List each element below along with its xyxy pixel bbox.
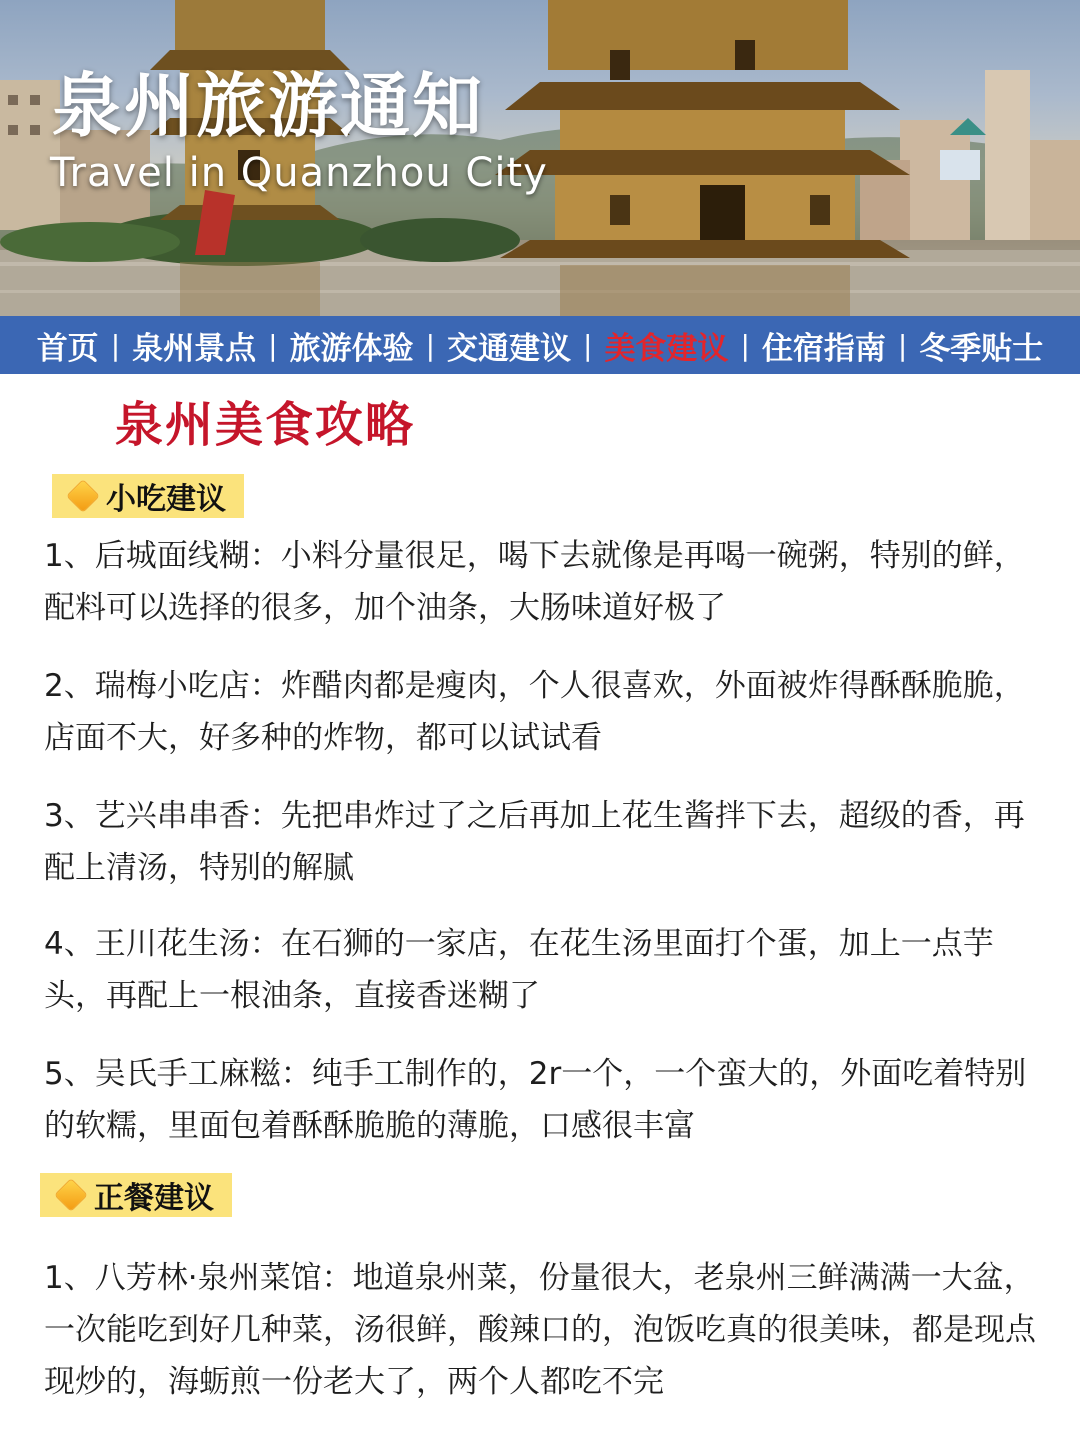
list-item: 3、艺兴串串香：先把串炸过了之后再加上花生酱拌下去，超级的香，再配上清汤，特别的解腻 bbox=[44, 798, 1025, 886]
nav-separator: | bbox=[740, 328, 750, 362]
orange-diamond-icon bbox=[67, 480, 98, 511]
nav-separator: | bbox=[110, 328, 121, 362]
list-item: 4、王川花生汤：在石狮的一家店，在花生汤里面打个蛋，加上一点芋头，再配上一根油条，直接香迷糊了 bbox=[44, 926, 994, 1014]
hero-title: 泉州旅游通知 bbox=[52, 65, 484, 147]
nav-separator: | bbox=[425, 328, 435, 362]
section-label: 小吃建议 bbox=[106, 482, 226, 517]
list-item: 1、八芳林·泉州菜馆：地道泉州菜，份量很大，老泉州三鲜满满一大盆，一次能吃到好几种菜，汤很鲜，酸辣口的，泡饭吃真的很美味，都是现点现炒的，海蛎煎一份老大了，两个人都吃不完 bbox=[44, 1260, 1036, 1400]
page-title: 泉州美食攻略 bbox=[115, 397, 416, 453]
nav-separator: | bbox=[897, 328, 908, 362]
hero-banner bbox=[0, 0, 1080, 316]
nav-separator: | bbox=[268, 328, 278, 362]
list-item: 2、瑞梅小吃店：炸醋肉都是瘦肉，个人很喜欢，外面被炸得酥酥脆脆，店面不大，好多种的炸物，都可以试试看 bbox=[44, 668, 1025, 756]
nav-item-transport[interactable]: 交通建议 bbox=[447, 330, 571, 367]
list-item: 5、吴氏手工麻糍：纯手工制作的，2r一个，一个蛮大的，外面吃着特别的软糯，里面包着酥酥脆脆的薄脆，口感很丰富 bbox=[44, 1056, 1027, 1144]
hero-subtitle: Travel in Quanzhou City bbox=[50, 150, 548, 196]
top-nav-bar bbox=[0, 316, 1080, 374]
nav-item-winter-tips[interactable]: 冬季贴士 bbox=[919, 330, 1044, 367]
nav-separator: | bbox=[583, 328, 593, 362]
nav-item-home[interactable]: 首页 bbox=[36, 330, 99, 367]
section-label: 正餐建议 bbox=[94, 1181, 214, 1216]
section-tag-snacks bbox=[52, 474, 244, 518]
nav-item-food[interactable]: 美食建议 bbox=[604, 330, 729, 367]
list-item: 1、后城面线糊：小料分量很足，喝下去就像是再喝一碗粥，特别的鲜，配料可以选择的很多，加个油条，大肠味道好极了 bbox=[44, 538, 1025, 626]
orange-diamond-icon bbox=[55, 1179, 86, 1210]
nav-item-lodging[interactable]: 住宿指南 bbox=[761, 330, 886, 367]
nav-item-travel-experience[interactable]: 旅游体验 bbox=[289, 330, 414, 367]
section-tag-meals bbox=[40, 1173, 232, 1217]
nav-item-attractions[interactable]: 泉州景点 bbox=[132, 330, 257, 367]
